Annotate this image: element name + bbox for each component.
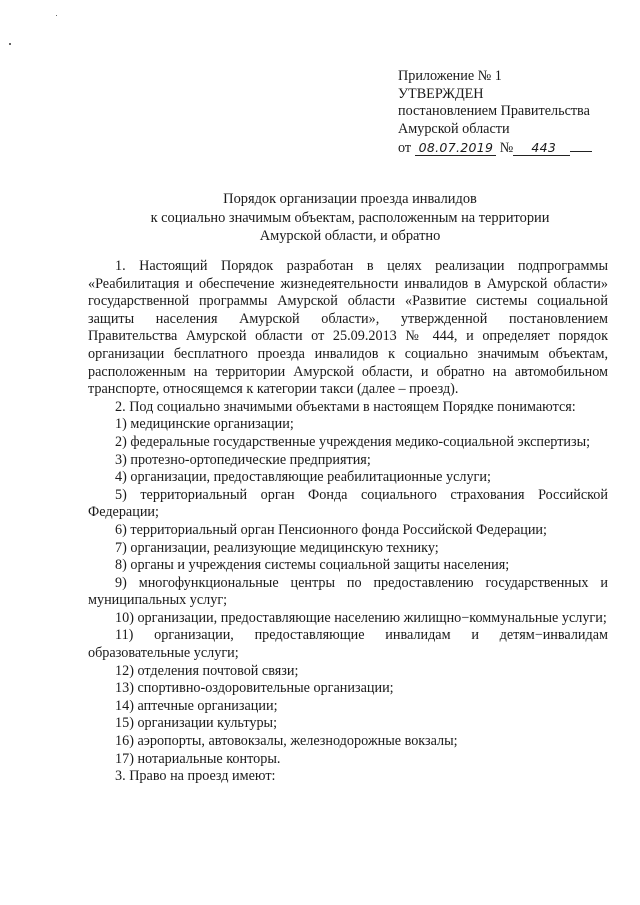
- list-item: 16) аэропорты, автовокзалы, железнодорожные вокзалы;: [115, 733, 458, 750]
- list-item: 1) медицинские организации;: [115, 416, 294, 433]
- list-item: 13) спортивно-оздоровительные организации;: [115, 680, 394, 697]
- scan-speck: [56, 15, 57, 16]
- approval-block: [398, 68, 628, 158]
- document-title: [100, 190, 600, 246]
- paragraph: 3. Право на проезд имеют:: [115, 768, 276, 785]
- list-item: 15) организации культуры;: [115, 715, 278, 732]
- approved-heading: УТВЕРЖДЕН: [398, 85, 484, 102]
- list-item: 4) организации, предоставляющие реабилитационные услуги;: [115, 469, 491, 486]
- scan-speck: [9, 43, 11, 45]
- title-line-1: Порядок организации проезда инвалидов: [223, 191, 477, 207]
- title-line-2: к социально значимым объектам, расположенным на территории: [150, 209, 550, 226]
- list-item: 2) федеральные государственные учреждения медико-социальной экспертизы;: [115, 433, 591, 450]
- list-item: 5) территориальный орган Фонда социального страхования Российской Федерации;: [88, 486, 608, 521]
- approved-by-line-1: постановлением Правительства: [398, 103, 590, 119]
- from-label: от: [398, 140, 412, 156]
- paragraph: 1. Настоящий Порядок разработан в целях реализации подпрограммы «Реабилитация и обеспечение жизнедеятельности инвалидов в Амурской области» государственной программы Амурской области «Развитие системы социальной защиты населения Амурской области», утвержденной постановлением Правительства Амурской области от 25.09.2013 № 444, и определяет порядок организации бесплатного проезда инвалидов к социально значимым объектам, расположенным на территории Амурской области, и обратно на автомобильном транспорте, относящемся к категории такси (далее – проезд).: [88, 258, 608, 398]
- approved-by-line-2: Амурской области: [398, 120, 510, 137]
- list-item: 3) протезно-ортопедические предприятия;: [115, 451, 371, 468]
- list-item: 10) организации, предоставляющие населению жилищно−коммунальные услуги;: [115, 609, 607, 626]
- list-item: 12) отделения почтовой связи;: [115, 662, 299, 679]
- list-item: 11) организации, предоставляющие инвалидам и детям−инвалидам образовательные услуги;: [88, 627, 608, 662]
- number-label: №: [499, 140, 514, 156]
- paragraph: 2. Под социально значимыми объектами в настоящем Порядке понимаются:: [115, 398, 576, 415]
- appendix-number: Приложение № 1: [398, 68, 502, 84]
- list-item: 8) органы и учреждения системы социальной защиты населения;: [115, 557, 510, 574]
- list-item: 6) территориальный орган Пенсионного фонда Российской Федерации;: [115, 521, 547, 538]
- handwritten-date: 08.07.2019: [415, 141, 497, 156]
- list-item: 14) аптечные организации;: [115, 697, 278, 714]
- approval-date-line: [398, 139, 628, 158]
- handwritten-number: 443: [513, 141, 570, 156]
- list-item: 7) организации, реализующие медицинскую технику;: [115, 539, 439, 556]
- list-item: 17) нотариальные конторы.: [115, 750, 281, 767]
- document-body: [88, 258, 608, 786]
- number-underline: [570, 139, 592, 152]
- title-line-3: Амурской области, и обратно: [259, 228, 441, 244]
- list-item: 9) многофункциональные центры по предоставлению государственных и муниципальных услуг;: [88, 574, 608, 609]
